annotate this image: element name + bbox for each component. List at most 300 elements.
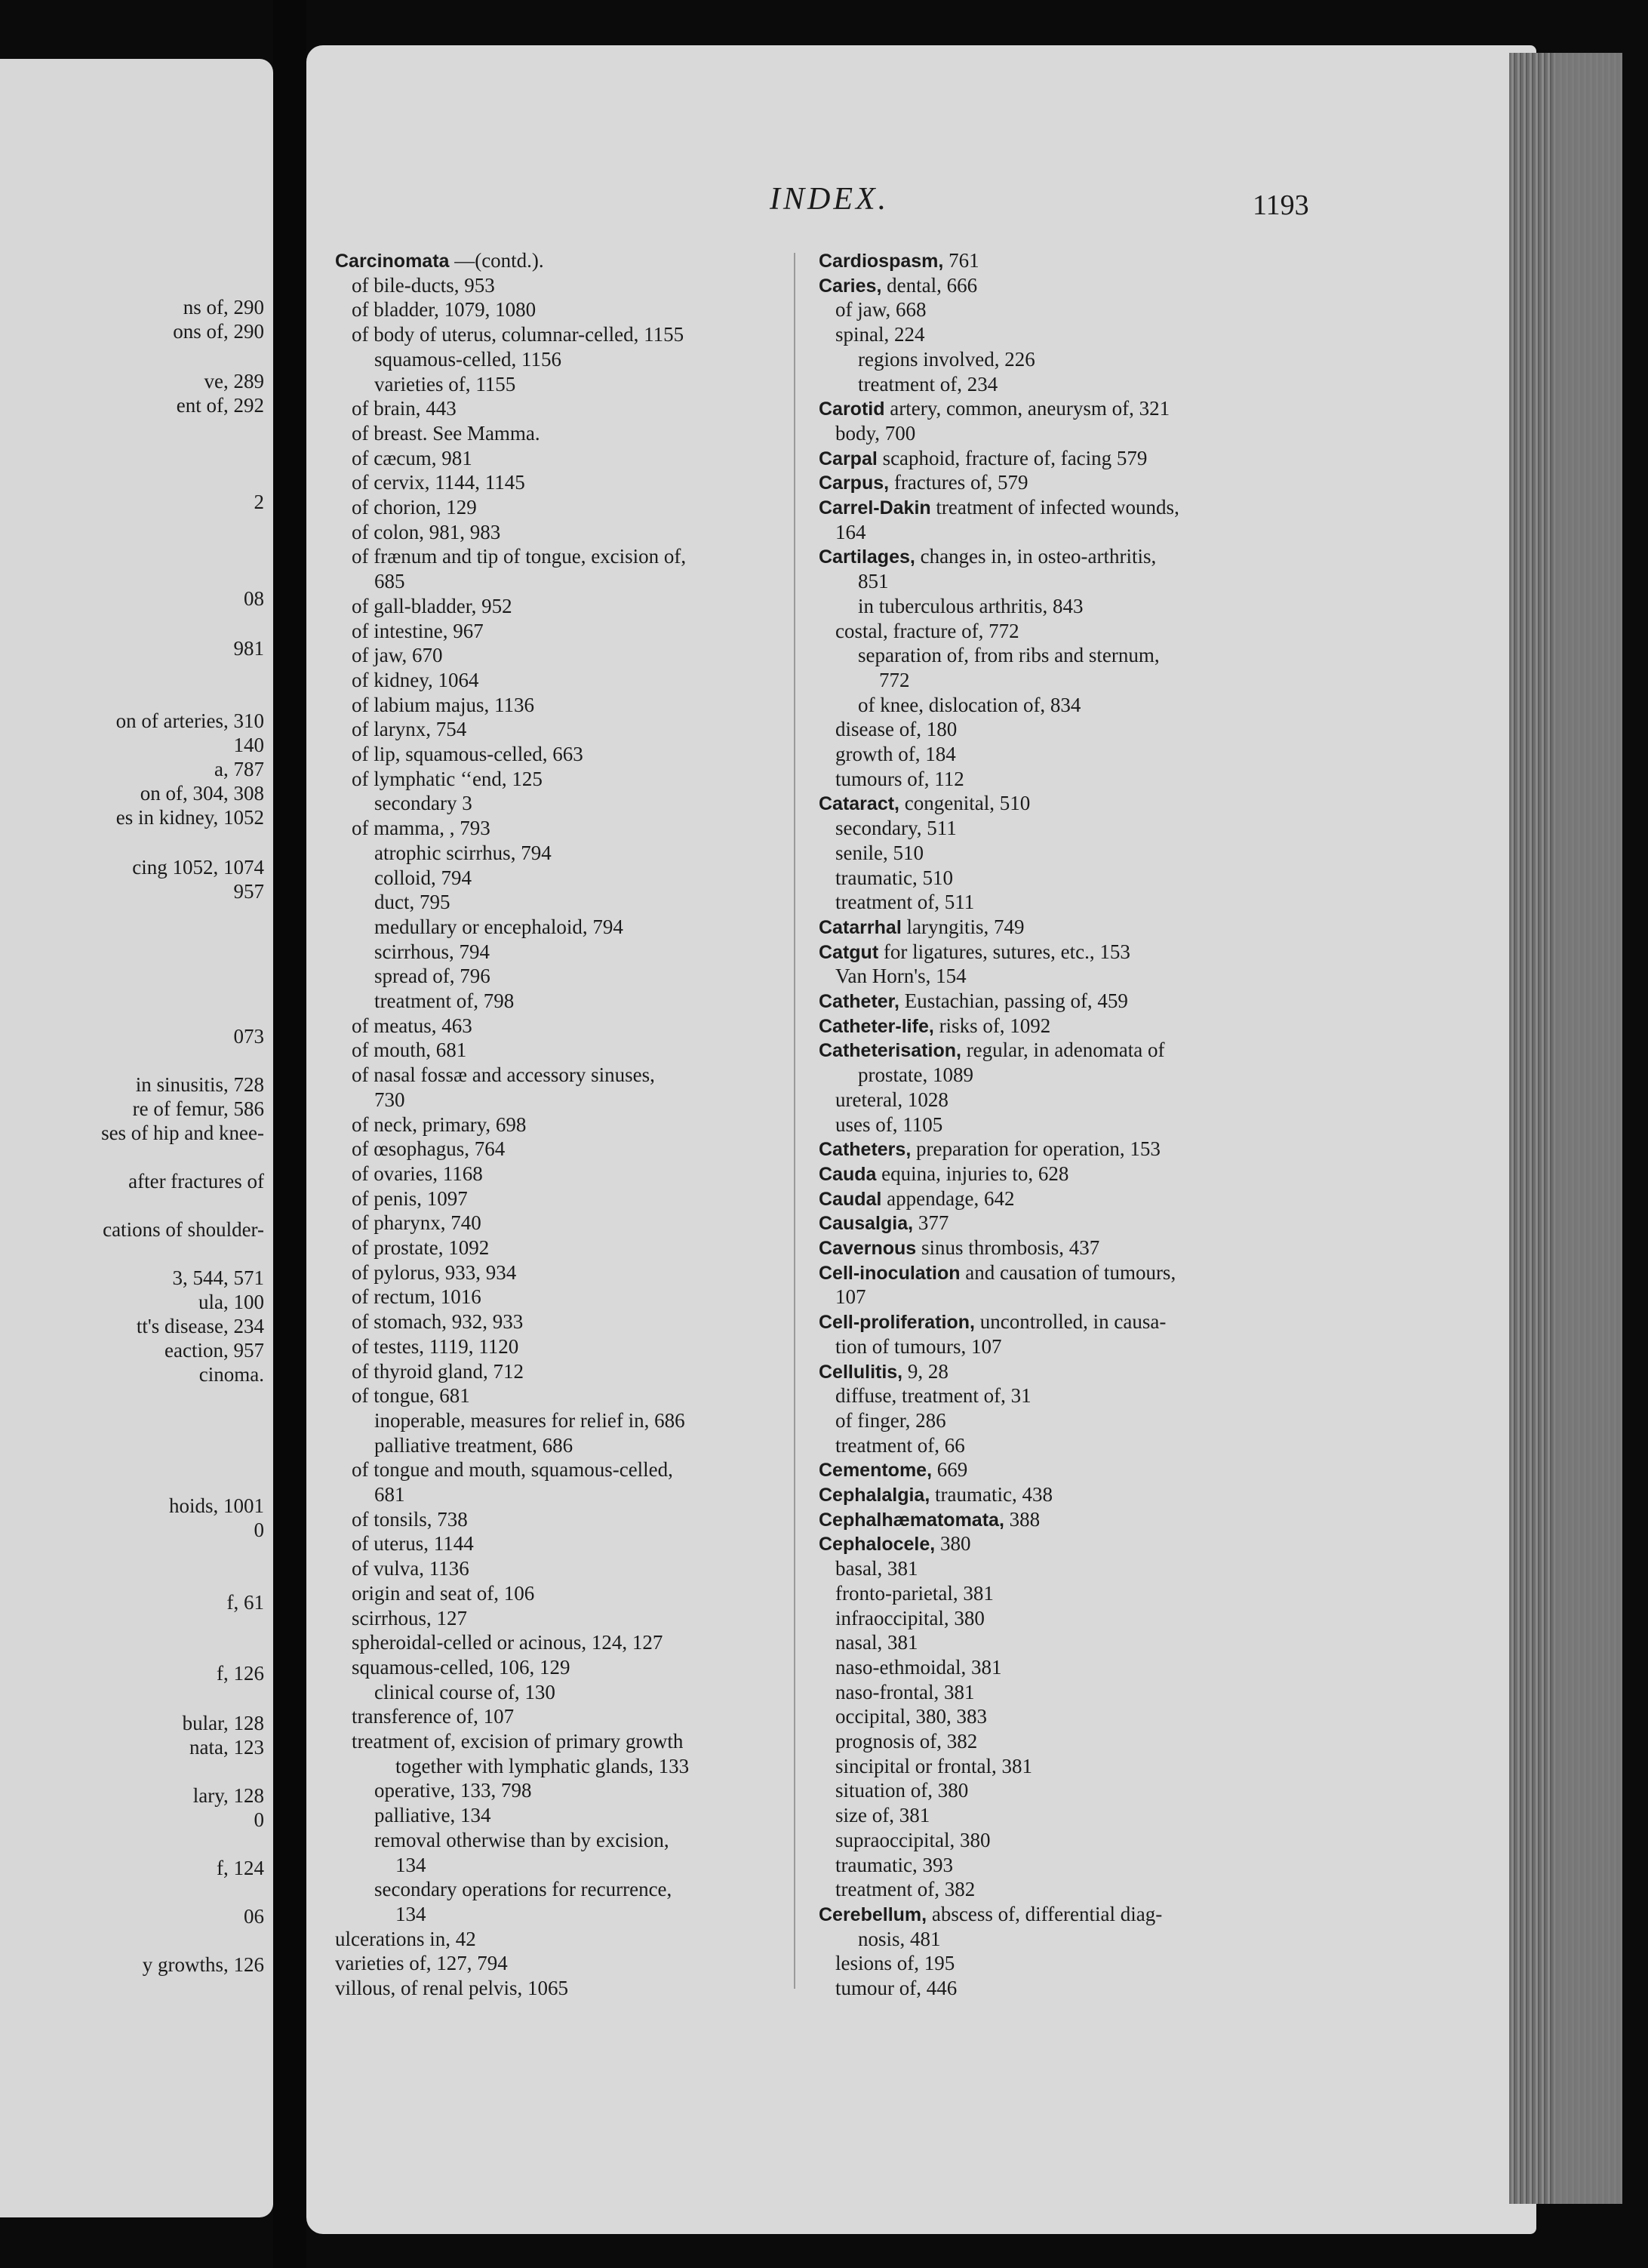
index-entry — [835, 297, 926, 322]
left-page-fragment: eaction, 957 — [164, 1339, 264, 1362]
index-text: of mouth, 681 — [352, 1039, 467, 1062]
index-text: tumours of, 112 — [835, 767, 964, 790]
index-heading: Catheterisation, — [819, 1040, 961, 1062]
index-text: lesions of, 195 — [835, 1952, 955, 1975]
index-entry — [374, 889, 450, 915]
index-entry — [819, 1013, 1050, 1039]
index-entry — [352, 1161, 483, 1186]
index-entry — [352, 1210, 481, 1236]
index-entry — [352, 543, 686, 569]
index-text: tumour of, 446 — [835, 1977, 958, 1999]
index-text: of vulva, 1136 — [352, 1557, 469, 1580]
index-text: in tuberculous arthritis, 843 — [858, 594, 1084, 617]
index-entry — [352, 322, 684, 347]
left-page-fragment: 08 — [244, 587, 264, 610]
left-page-fragment: a, 787 — [214, 758, 264, 780]
index-text: palliative treatment, 686 — [374, 1433, 573, 1457]
index-entry — [374, 1408, 685, 1433]
index-entry — [819, 1457, 967, 1483]
index-entry — [352, 494, 477, 520]
index-text: 134 — [395, 1853, 426, 1876]
index-entry — [858, 692, 1081, 718]
index-heading: Carrel-Dakin — [819, 497, 931, 519]
index-entry — [819, 1037, 1165, 1063]
index-entry — [819, 1210, 949, 1236]
index-heading: Cerebellum, — [819, 1903, 927, 1925]
index-entry — [395, 1852, 426, 1878]
index-text: regular, in adenomata of — [961, 1039, 1165, 1062]
index-entry — [819, 1531, 970, 1557]
index-text: nasal, 381 — [835, 1631, 918, 1654]
index-text: of nasal fossæ and accessory sinuses, — [352, 1063, 655, 1087]
index-entry — [819, 1482, 1053, 1508]
index-entry — [352, 1359, 524, 1384]
left-page-fragment: 073 — [233, 1025, 264, 1048]
index-entry — [835, 1112, 942, 1137]
index-text: palliative, 134 — [374, 1804, 491, 1827]
index-text: preparation for operation, 153 — [911, 1137, 1161, 1161]
index-text: of breast. See Mamma. — [352, 421, 540, 445]
index-text: traumatic, 510 — [835, 866, 953, 889]
index-text: 380 — [935, 1532, 971, 1556]
index-entry — [858, 593, 1083, 619]
index-text: scirrhous, 794 — [374, 940, 490, 963]
index-entry — [835, 815, 957, 841]
index-entry — [352, 1309, 523, 1334]
index-text: for ligatures, sutures, etc., 153 — [878, 940, 1130, 963]
index-entry — [819, 939, 1130, 965]
index-text: of cæcum, 981 — [352, 446, 472, 469]
left-page-fragment: 3, 544, 571 — [172, 1266, 264, 1289]
index-entry — [335, 1926, 476, 1952]
index-entry — [819, 1506, 1040, 1533]
index-text: operative, 133, 798 — [374, 1779, 532, 1802]
index-text: of chorion, 129 — [352, 496, 477, 519]
index-text: colloid, 794 — [374, 866, 472, 889]
index-text: origin and seat of, 106 — [352, 1581, 535, 1605]
index-entry — [835, 420, 915, 446]
index-entry — [835, 1087, 949, 1112]
index-text: of penis, 1097 — [352, 1186, 468, 1210]
left-page-fragment: y growths, 126 — [142, 1953, 264, 1976]
index-text: of kidney, 1064 — [352, 668, 479, 691]
index-entry — [835, 1605, 985, 1631]
index-heading: Cellulitis, — [819, 1361, 903, 1383]
index-entry — [835, 1580, 994, 1606]
index-text: of tongue, 681 — [352, 1384, 470, 1408]
index-text: infraoccipital, 380 — [835, 1606, 985, 1629]
left-page-fragment: cations of shoulder- — [103, 1218, 264, 1241]
left-page-fragment: on of, 304, 308 — [140, 782, 264, 805]
index-entry — [352, 1728, 683, 1754]
index-heading: Carcinomata — [335, 251, 450, 272]
index-entry — [835, 1703, 987, 1729]
index-entry — [835, 1408, 946, 1433]
index-text: of bladder, 1079, 1080 — [352, 298, 537, 322]
index-heading: Cell-proliferation, — [819, 1312, 975, 1334]
index-entry — [352, 1284, 481, 1309]
index-text: costal, fracture of, 772 — [835, 619, 1019, 642]
index-text: traumatic, 393 — [835, 1853, 953, 1876]
index-text: of cervix, 1144, 1145 — [352, 471, 525, 494]
column-divider — [794, 253, 795, 1989]
index-entry — [819, 1161, 1068, 1187]
index-entry — [858, 1926, 941, 1952]
index-entry — [835, 1556, 918, 1581]
index-entry — [335, 1975, 568, 2001]
index-entry — [835, 716, 957, 742]
index-entry — [858, 346, 1035, 372]
left-page-fragment: in sinusitis, 728 — [135, 1073, 264, 1096]
index-text: of testes, 1119, 1120 — [352, 1334, 519, 1358]
index-text: medullary or encephaloid, 794 — [374, 915, 623, 938]
index-entry — [374, 939, 490, 965]
index-entry — [835, 1629, 918, 1655]
index-text: of body of uterus, columnar-celled, 1155 — [352, 323, 684, 346]
left-page-fragment: f, 124 — [217, 1857, 264, 1879]
index-entry — [835, 766, 964, 792]
index-entry — [395, 1901, 426, 1927]
index-text: and causation of tumours, — [960, 1260, 1176, 1284]
book-gutter — [273, 0, 306, 2268]
index-entry — [835, 1852, 953, 1878]
index-text: of rectum, 1016 — [352, 1285, 481, 1309]
index-entry — [835, 840, 924, 866]
index-text: abscess of, differential diag- — [927, 1902, 1163, 1925]
index-entry — [374, 914, 623, 940]
index-entry — [352, 1383, 470, 1408]
index-entry — [835, 865, 953, 891]
index-entry — [835, 618, 1019, 644]
index-text: scirrhous, 127 — [352, 1606, 467, 1629]
index-text: of larynx, 754 — [352, 718, 467, 741]
index-text: secondary operations for recurrence, — [374, 1878, 672, 1901]
index-text: of tongue and mouth, squamous-celled, — [352, 1458, 673, 1482]
index-text: inoperable, measures for relief in, 686 — [374, 1408, 685, 1432]
index-text: scaphoid, fracture of, facing 579 — [877, 446, 1148, 469]
index-text: of labium majus, 1136 — [352, 693, 534, 716]
index-entry — [395, 1753, 689, 1779]
index-text: naso-ethmoidal, 381 — [835, 1655, 1002, 1679]
index-entry — [352, 716, 466, 742]
index-heading: Catheter, — [819, 991, 899, 1012]
index-entry — [819, 395, 1170, 422]
index-text: of œsophagus, 764 — [352, 1137, 506, 1161]
index-entry — [835, 1654, 1001, 1680]
index-entry — [352, 1186, 468, 1211]
index-entry — [352, 692, 534, 718]
index-entry — [352, 1062, 655, 1088]
index-entry — [352, 766, 543, 792]
index-text: uses of, 1105 — [835, 1112, 943, 1136]
index-heading: Catheters, — [819, 1139, 912, 1161]
index-text: sincipital or frontal, 381 — [835, 1754, 1032, 1777]
index-heading: Cell-inoculation — [819, 1262, 961, 1284]
left-page-fragment: 06 — [244, 1905, 264, 1928]
index-entry — [352, 667, 478, 693]
index-text: fractures of, 579 — [889, 471, 1028, 494]
index-entry — [374, 963, 490, 989]
index-text: 761 — [943, 249, 979, 272]
index-text: naso-frontal, 381 — [835, 1680, 975, 1703]
index-entry — [819, 1309, 1166, 1335]
index-entry — [352, 1556, 469, 1581]
index-text: 685 — [374, 570, 405, 593]
index-entry — [352, 642, 442, 668]
index-entry — [819, 1235, 1099, 1261]
index-text: dental, 666 — [881, 273, 978, 297]
left-page-fragment: nata, 123 — [189, 1736, 264, 1759]
index-text: treatment of infected wounds, — [930, 496, 1179, 519]
index-entry — [819, 248, 979, 274]
index-text: —(contd.). — [449, 249, 544, 272]
index-text: appendage, 642 — [881, 1186, 1015, 1210]
index-text: situation of, 380 — [835, 1779, 969, 1802]
index-text: 388 — [1004, 1507, 1041, 1531]
index-entry — [819, 790, 1030, 817]
index-entry — [352, 1013, 472, 1039]
index-text: 377 — [913, 1211, 949, 1235]
left-page-fragment: 0 — [254, 1808, 264, 1831]
left-page-fragment: 140 — [233, 734, 264, 756]
index-entry — [835, 519, 866, 545]
index-heading: Cephalalgia, — [819, 1485, 930, 1506]
index-heading: Cephalocele, — [819, 1534, 936, 1556]
index-text: of colon, 981, 983 — [352, 520, 501, 543]
index-text: treatment of, 234 — [858, 372, 998, 395]
index-text: 772 — [879, 668, 910, 691]
index-entry — [335, 1950, 508, 1976]
left-page-fragment: cinoma. — [198, 1363, 264, 1386]
left-page-fragment: ons of, 290 — [173, 320, 264, 343]
index-text: varieties of, 1155 — [374, 372, 516, 395]
index-text: of intestine, 967 — [352, 619, 484, 642]
index-text: body, 700 — [835, 421, 916, 445]
index-text: of thyroid gland, 712 — [352, 1359, 524, 1383]
index-text: of neck, primary, 698 — [352, 1112, 527, 1136]
index-text: senile, 510 — [835, 841, 924, 864]
left-page-fragment: lary, 128 — [192, 1784, 264, 1807]
index-heading: Causalgia, — [819, 1213, 914, 1235]
left-page-fragment: es in kidney, 1052 — [115, 806, 264, 829]
index-entry — [352, 469, 525, 495]
index-entry — [819, 469, 1028, 496]
index-text: regions involved, 226 — [858, 347, 1035, 371]
index-heading: Carpus, — [819, 472, 890, 494]
index-text: uncontrolled, in causa- — [974, 1310, 1167, 1334]
index-entry — [374, 1827, 669, 1853]
index-entry — [819, 445, 1147, 472]
index-entry — [374, 568, 405, 594]
index-entry — [352, 1457, 673, 1482]
index-text: of uterus, 1144 — [352, 1532, 474, 1556]
index-text: treatment of, 382 — [835, 1878, 976, 1901]
index-heading: Cartilages, — [819, 546, 915, 568]
left-page-fragment: on of arteries, 310 — [115, 709, 264, 732]
index-text: changes in, in osteo-arthritis, — [915, 545, 1157, 568]
index-entry — [352, 1136, 505, 1162]
index-text: equina, injuries to, 628 — [876, 1162, 1069, 1185]
index-entry — [835, 889, 974, 915]
index-entry — [374, 1777, 531, 1803]
index-text: of bile-ducts, 953 — [352, 273, 495, 297]
index-entry — [819, 494, 1179, 521]
index-entry — [352, 1260, 516, 1285]
index-entry — [374, 346, 561, 372]
index-entry — [835, 1753, 1032, 1779]
index-entry — [374, 371, 515, 397]
index-text: 669 — [932, 1458, 968, 1482]
index-entry — [835, 1777, 968, 1803]
index-entry — [835, 322, 925, 347]
index-heading: Catgut — [819, 941, 879, 963]
left-page-fragment: f, 126 — [217, 1662, 264, 1685]
index-text: treatment of, excision of primary growth — [352, 1730, 684, 1753]
index-entry — [352, 420, 540, 446]
index-text: villous, of renal pelvis, 1065 — [335, 1977, 568, 1999]
index-text: of brain, 443 — [352, 397, 457, 420]
index-heading: Cavernous — [819, 1238, 917, 1259]
index-text: of lymphatic ‘‘end, 125 — [352, 767, 543, 790]
left-page-fragment: re of femur, 586 — [132, 1097, 264, 1120]
index-text: of pylorus, 933, 934 — [352, 1260, 517, 1284]
index-text: Eustachian, passing of, 459 — [899, 989, 1128, 1012]
index-entry — [374, 865, 472, 891]
index-heading: Cardiospasm, — [819, 251, 944, 272]
index-text: tion of tumours, 107 — [835, 1334, 1002, 1358]
index-text: of ovaries, 1168 — [352, 1162, 483, 1185]
index-text: of mamma, , 793 — [352, 817, 490, 840]
index-text: 681 — [374, 1483, 405, 1506]
index-text: removal otherwise than by excision, — [374, 1828, 669, 1851]
index-text: varieties of, 127, 794 — [335, 1952, 508, 1975]
left-page-fragment: tt's disease, 234 — [136, 1315, 264, 1337]
left-page-fragment: bular, 128 — [182, 1712, 264, 1734]
left-page-fragment: cing 1052, 1074 — [132, 856, 264, 879]
index-text: treatment of, 66 — [835, 1433, 965, 1457]
index-text: 851 — [858, 570, 889, 593]
index-entry — [879, 667, 910, 693]
index-text: atrophic scirrhus, 794 — [374, 841, 552, 864]
index-text: 164 — [835, 520, 866, 543]
left-page-fragment: 981 — [233, 637, 264, 660]
index-entry — [819, 1260, 1176, 1286]
index-entry — [374, 1482, 405, 1507]
index-text: 730 — [374, 1088, 405, 1111]
index-heading: Cephalhæmatomata, — [819, 1509, 1004, 1531]
index-text: of jaw, 670 — [352, 644, 443, 667]
index-entry — [835, 1679, 974, 1705]
index-entry — [352, 1654, 570, 1680]
index-entry — [352, 1580, 534, 1606]
index-entry — [819, 914, 1025, 940]
index-text: of jaw, 668 — [835, 298, 927, 322]
index-text: squamous-celled, 106, 129 — [352, 1655, 570, 1679]
index-text: separation of, from ribs and sternum, — [858, 644, 1160, 667]
index-text: of knee, dislocation of, 834 — [858, 693, 1081, 716]
index-text: sinus thrombosis, 437 — [916, 1236, 1100, 1259]
index-text: diffuse, treatment of, 31 — [835, 1384, 1032, 1408]
index-text: transference of, 107 — [352, 1705, 515, 1728]
index-entry — [835, 1284, 866, 1309]
index-entry — [374, 1802, 490, 1828]
index-entry — [835, 741, 956, 767]
index-heading: Carotid — [819, 399, 885, 420]
index-heading: Cataract, — [819, 793, 899, 815]
index-text: nosis, 481 — [858, 1927, 941, 1950]
index-text: laryngitis, 749 — [901, 915, 1025, 938]
index-entry — [374, 1087, 405, 1112]
index-entry — [835, 1950, 955, 1976]
index-entry — [352, 741, 583, 767]
index-heading: Carpal — [819, 448, 878, 469]
index-entry — [819, 1901, 1162, 1928]
left-page-fragment: after fractures of — [128, 1170, 264, 1192]
index-entry — [374, 1876, 672, 1902]
index-entry — [352, 297, 536, 322]
index-entry — [352, 1037, 466, 1063]
index-entry — [352, 272, 495, 298]
index-entry — [858, 371, 998, 397]
left-page-fragment: hoids, 1001 — [168, 1494, 264, 1517]
index-entry — [835, 1433, 965, 1458]
index-text: 134 — [395, 1902, 426, 1925]
index-text: squamous-celled, 1156 — [374, 347, 561, 371]
index-text: of prostate, 1092 — [352, 1236, 490, 1259]
index-entry — [835, 963, 967, 989]
index-entry — [352, 1334, 518, 1359]
index-text: of lip, squamous-celled, 663 — [352, 743, 583, 765]
index-text: of meatus, 463 — [352, 1014, 472, 1037]
index-heading: Cauda — [819, 1163, 877, 1185]
left-page-fragment: ula, 100 — [198, 1291, 264, 1313]
left-page-fragment: ns of, 290 — [183, 296, 264, 319]
index-entry — [835, 1876, 975, 1902]
index-entry — [352, 815, 490, 841]
index-text: Van Horn's, 154 — [835, 965, 967, 988]
index-entry — [835, 1334, 1002, 1359]
index-text: disease of, 180 — [835, 718, 958, 741]
index-entry — [858, 1062, 973, 1088]
index-text: prognosis of, 382 — [835, 1730, 978, 1753]
index-text: secondary 3 — [374, 792, 472, 815]
index-entry — [352, 1506, 468, 1532]
index-text: spinal, 224 — [835, 323, 925, 346]
index-text: secondary, 511 — [835, 817, 957, 840]
index-text: of frænum and tip of tongue, excision of, — [352, 545, 687, 568]
book-cover-edge — [1554, 53, 1622, 2204]
index-text: treatment of, 511 — [835, 891, 975, 914]
index-text: artery, common, aneurysm of, 321 — [884, 397, 1170, 420]
index-entry — [374, 1679, 555, 1705]
index-text: together with lymphatic glands, 133 — [395, 1754, 690, 1777]
index-entry — [352, 1531, 474, 1556]
left-page-fragment: 2 — [254, 491, 264, 513]
index-text: risks of, 1092 — [933, 1014, 1051, 1037]
index-entry — [835, 1827, 990, 1853]
index-text: supraoccipital, 380 — [835, 1828, 991, 1851]
index-text: duct, 795 — [374, 891, 450, 914]
index-text: clinical course of, 130 — [374, 1680, 555, 1703]
index-heading: Cementome, — [819, 1460, 933, 1482]
index-entry — [352, 1703, 514, 1729]
index-heading: Caries, — [819, 275, 882, 297]
left-page-fragment: ve, 289 — [204, 370, 264, 392]
index-entry — [335, 248, 544, 274]
index-entry — [835, 1802, 930, 1828]
left-page-fragment: ses of hip and knee- — [101, 1122, 264, 1144]
index-text: occipital, 380, 383 — [835, 1705, 987, 1728]
